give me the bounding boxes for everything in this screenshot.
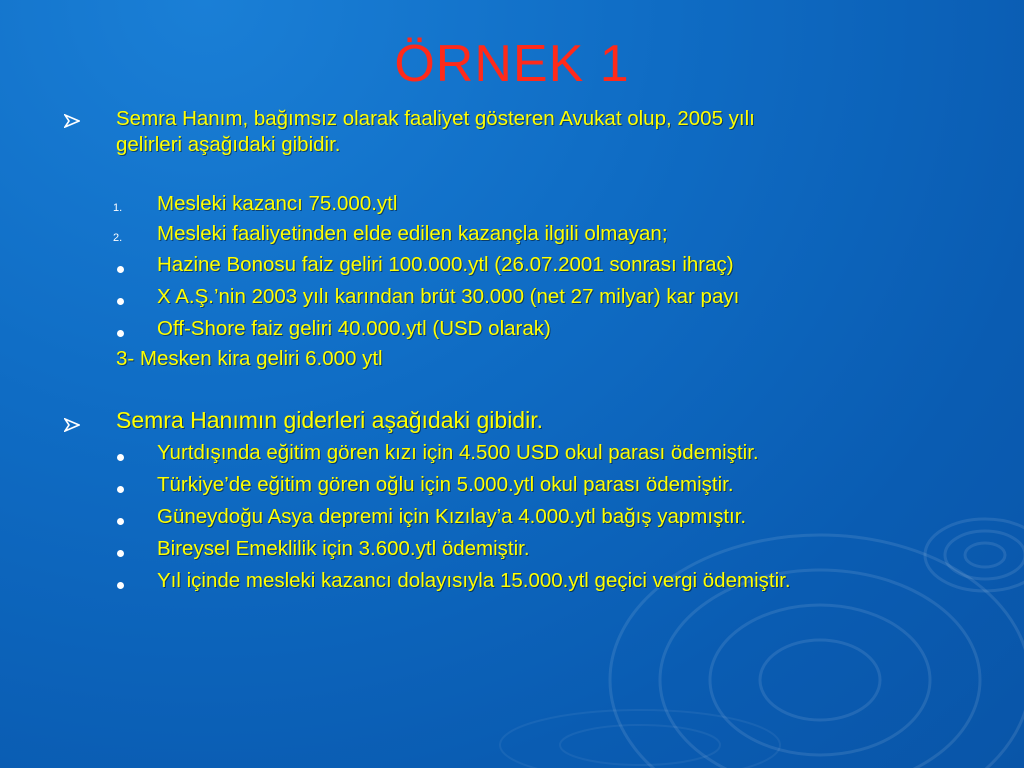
arrow-bullet-icon xyxy=(64,418,80,432)
income-sub-item: Hazine Bonosu faiz geliri 100.000.ytl (26.07.2001 sonrası ihraç) xyxy=(157,253,734,276)
dot-bullet-icon xyxy=(117,298,124,305)
income-sub-item: X A.Ş.’nin 2003 yılı karından brüt 30.000 (net 27 milyar) kar payı xyxy=(157,285,740,308)
dot-bullet-icon xyxy=(117,486,124,493)
expense-item: Yurtdışında eğitim gören kızı için 4.500 USD okul parası ödemiştir. xyxy=(157,441,759,464)
expense-item: Yıl içinde mesleki kazancı dolayısıyla 15.000.ytl geçici vergi ödemiştir. xyxy=(157,569,791,592)
slide-title: ÖRNEK 1 xyxy=(394,35,630,93)
dot-bullet-icon xyxy=(117,454,124,461)
list-number: 2. xyxy=(113,232,123,244)
dot-bullet-icon xyxy=(117,518,124,525)
intro-text-line-2: gelirleri aşağıdaki gibidir. xyxy=(116,133,341,156)
income-sub-item: Off-Shore faiz geliri 40.000.ytl (USD olarak) xyxy=(157,317,551,340)
income-item-2: Mesleki faaliyetinden elde edilen kazançla ilgili olmayan; xyxy=(157,222,668,245)
dot-bullet-icon xyxy=(117,550,124,557)
expense-item: Türkiye’de eğitim gören oğlu için 5.000.ytl okul parası ödemiştir. xyxy=(157,473,734,496)
intro-text-line-1: Semra Hanım, bağımsız olarak faaliyet gösteren Avukat olup, 2005 yılı xyxy=(116,107,755,130)
dot-bullet-icon xyxy=(117,330,124,337)
expense-item: Bireysel Emeklilik için 3.600.ytl ödemiştir. xyxy=(157,537,530,560)
dot-bullet-icon xyxy=(117,582,124,589)
dot-bullet-icon xyxy=(117,266,124,273)
arrow-bullet-icon xyxy=(64,114,80,128)
expenses-heading: Semra Hanımın giderleri aşağıdaki gibidir. xyxy=(116,407,543,433)
income-item-3: 3- Mesken kira geliri 6.000 ytl xyxy=(116,347,383,370)
expense-item: Güneydoğu Asya depremi için Kızılay’a 4.000.ytl bağış yapmıştır. xyxy=(157,505,747,528)
income-item-1: Mesleki kazancı 75.000.ytl xyxy=(157,192,398,215)
list-number: 1. xyxy=(113,202,123,214)
